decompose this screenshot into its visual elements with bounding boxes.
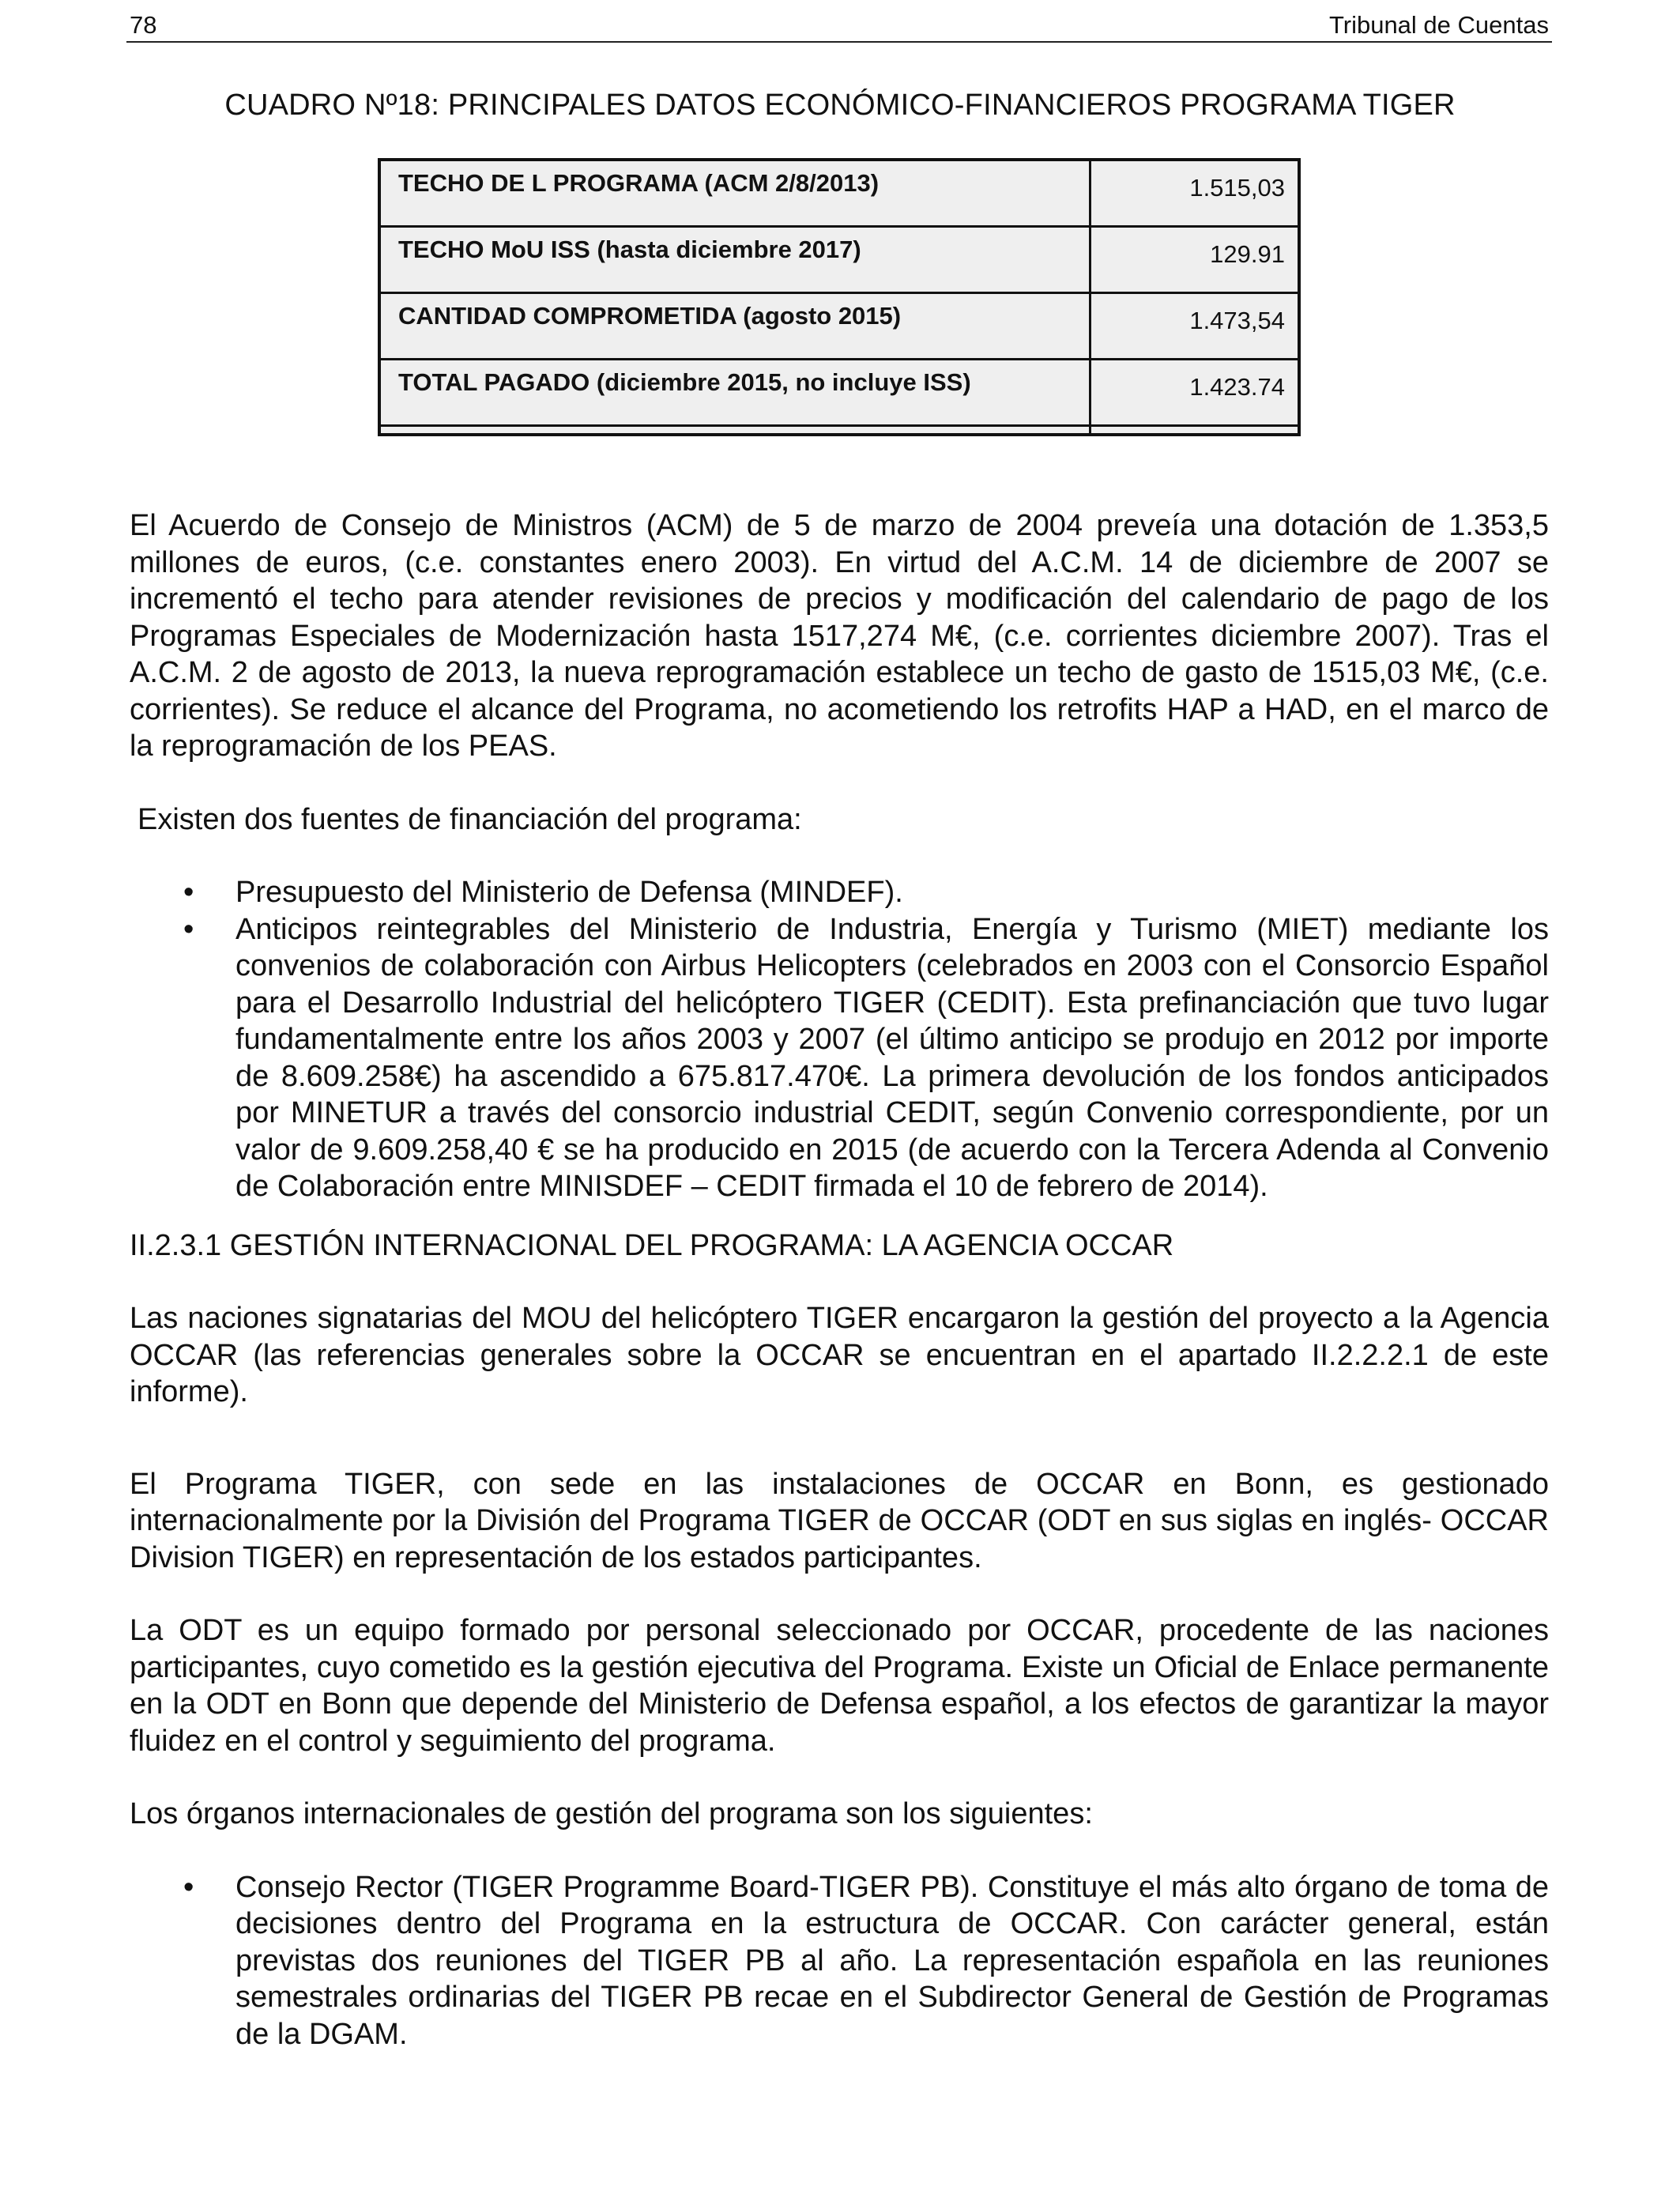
table-row [381,228,1298,294]
financial-data-table [378,158,1301,436]
bullet-icon: • [183,912,194,946]
paragraph-acm: El Acuerdo de Consejo de Ministros (ACM) de 5 de marzo de 2004 preveía una dotación de 1.353,5 millones de euros, (c.e. constantes enero 2003). En virtud del A.C.M. 14 de diciembre de 2007 se incrementó el techo para atender revisiones de precios y modificación del calendario de pago de los Programas Especiales de Modernización hasta 1517,274 M€, (c.e. corrientes diciembre 2007). Tras el A.C.M. 2 de agosto de 2013, la nueva reprogramación establece un techo de gasto de 1515,03 M€, (c.e. corrientes). Se reduce el alcance del Programa, no acometiendo los retrofits HAP a HAD, en el marco de la reprogramación de los PEAS. [130,509,1549,763]
row-value: 1.515,03 [1189,174,1285,202]
list-item [130,911,1549,1205]
row-value: 1.423.74 [1189,373,1285,401]
row-label: CANTIDAD COMPROMETIDA (agosto 2015) [398,302,902,330]
table-row [381,294,1298,360]
list-item-text: Consejo Rector (TIGER Programme Board-TIGER PB). Constituye el más alto órgano de toma de decisiones dentro del Programa en la estructura de OCCAR. Con carácter general, están previstas dos reuniones del TIGER PB al año. La representación española en las reuniones semestrales ordinarias del TIGER PB recae en el Subdirector General de Gestión de Programas de la DGAM. [235,1870,1549,2051]
bullet-icon: • [183,876,194,909]
paragraph-odt: La ODT es un equipo formado por personal seleccionado por OCCAR, procedente de las naciones participantes, cuyo cometido es la gestión ejecutiva del Programa. Existe un Oficial de Enlace permanente en la ODT en Bonn que depende del Ministerio de Defensa español, a los efectos de garantizar la mayor fluidez en el control y seguimiento del programa. [130,1614,1549,1758]
row-value: 129.91 [1210,240,1285,268]
row-label: TECHO MoU ISS (hasta diciembre 2017) [398,236,861,263]
table-title: CUADRO Nº18: PRINCIPALES DATOS ECONÓMICO-FINANCIEROS PROGRAMA TIGER [224,89,1456,122]
paragraph-financing-intro: Existen dos fuentes de financiación del programa: [137,802,802,836]
document-body [130,507,1549,2053]
financing-sources-list [130,874,1549,1205]
paragraph-occar-intro: Las naciones signatarias del MOU del helicóptero TIGER encargaron la gestión del proyecto a la Agencia OCCAR (las referencias generales sobre la OCCAR se encuentran en el apartado II.2.2.2.1 de este informe). [130,1302,1549,1408]
row-label: TECHO DE L PROGRAMA (ACM 2/8/2013) [398,169,880,197]
list-item-text: Anticipos reintegrables del Ministerio de Industria, Energía y Turismo (MIET) mediante los convenios de colaboración con Airbus Helicopters (celebrados en 2003 con el Consorcio Español para el Desarrollo Industrial del helicóptero TIGER (CEDIT). Esta prefinanciación que tuvo lugar fundamentalmente entre los años 2003 y 2007 (el último anticipo se produjo en 2012 por importe de 8.609.258€) ha ascendido a 675.817.470€. La primera devolución de los fondos anticipados por MINETUR a través del consorcio industrial CEDIT, según Convenio correspondiente, por un valor de 9.609.258,40 € se ha producido en 2015 (de acuerdo con la Tercera Adenda al Convenio de Colaboración entre MINISDEF – CEDIT firmada el 10 de febrero de 2014). [235,912,1549,1203]
section-heading: II.2.3.1 GESTIÓN INTERNACIONAL DEL PROGRAMA: LA AGENCIA OCCAR [130,1228,1174,1262]
paragraph-organs-intro: Los órganos internacionales de gestión del programa son los siguientes: [130,1797,1093,1830]
page-header [126,5,1552,43]
bullet-icon: • [183,1870,194,1904]
page-number: 78 [130,11,157,39]
table-row [381,360,1298,427]
row-value: 1.473,54 [1189,307,1285,334]
table-row [381,161,1298,228]
row-label: TOTAL PAGADO (diciembre 2015, no incluye ISS) [398,368,971,396]
paragraph-bonn: El Programa TIGER, con sede en las instalaciones de OCCAR en Bonn, es gestionado internacionalmente por la División del Programa TIGER de OCCAR (ODT en sus siglas en inglés- OCCAR Division TIGER) en representación de los estados participantes. [130,1467,1549,1574]
list-item [130,1869,1549,2053]
management-organs-list [130,1869,1549,2053]
list-item [130,874,1549,911]
list-item-text: Presupuesto del Ministerio de Defensa (MINDEF). [235,876,903,909]
table-column-divider [1089,161,1091,433]
header-institution: Tribunal de Cuentas [1328,11,1549,39]
